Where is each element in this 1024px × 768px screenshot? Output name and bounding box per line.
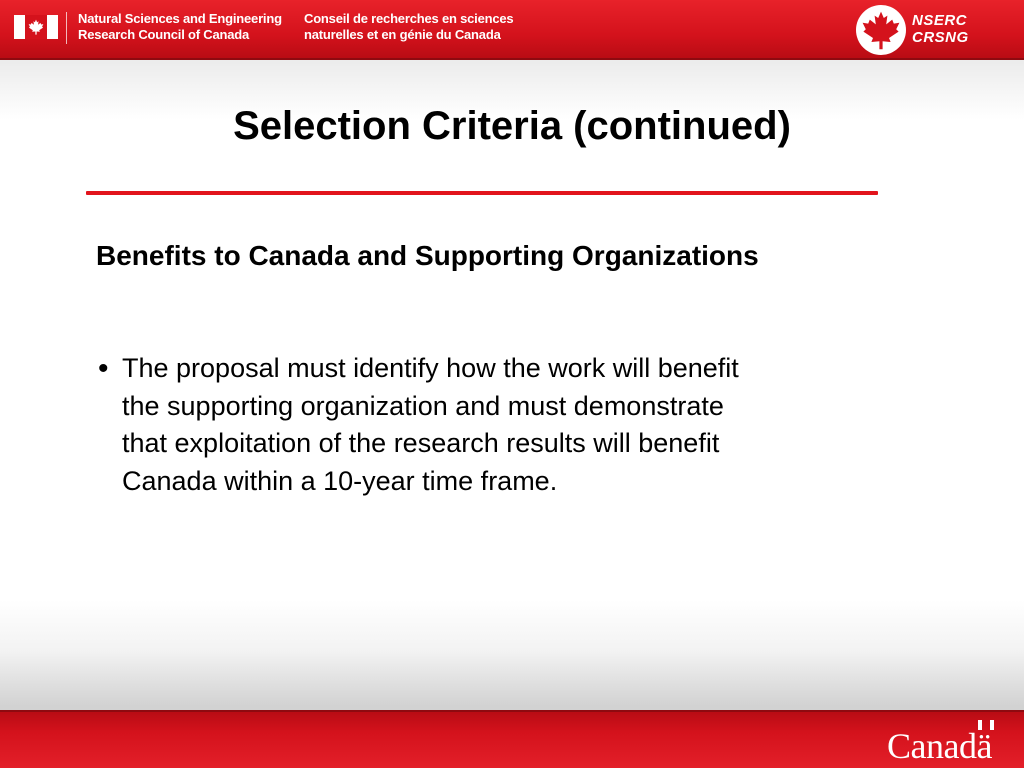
canada-wordmark: Canadä xyxy=(887,726,992,766)
org-name-english-line1: Natural Sciences and Engineering xyxy=(78,11,282,26)
maple-leaf-icon xyxy=(856,5,906,55)
footer-banner xyxy=(0,710,1024,768)
org-name-french-line1: Conseil de recherches en sciences xyxy=(304,11,514,26)
logo-line-crsng: CRSNG xyxy=(912,29,969,46)
header-divider xyxy=(66,12,67,44)
slide-subtitle: Benefits to Canada and Supporting Organizations xyxy=(96,240,759,271)
org-name-english xyxy=(78,11,282,43)
canada-flag-icon xyxy=(14,15,58,39)
org-name-french xyxy=(304,11,513,43)
org-name-french-line2: naturelles et en génie du Canada xyxy=(304,27,501,42)
slide-title: Selection Criteria (continued) xyxy=(233,104,791,148)
header-banner xyxy=(0,0,1024,60)
nserc-logo-text xyxy=(912,12,969,46)
bullet-list xyxy=(96,350,756,500)
org-name-english-line2: Research Council of Canada xyxy=(78,27,250,42)
list-item xyxy=(96,350,756,500)
bullet-text: The proposal must identify how the work will benefit the supporting organization and must demonstrate that exploitation of the research results will benefit Canada within a 10-year time frame. xyxy=(122,353,739,496)
title-underline xyxy=(86,191,878,195)
bullet-icon: • xyxy=(98,352,109,385)
logo-line-nserc: NSERC xyxy=(912,12,968,29)
